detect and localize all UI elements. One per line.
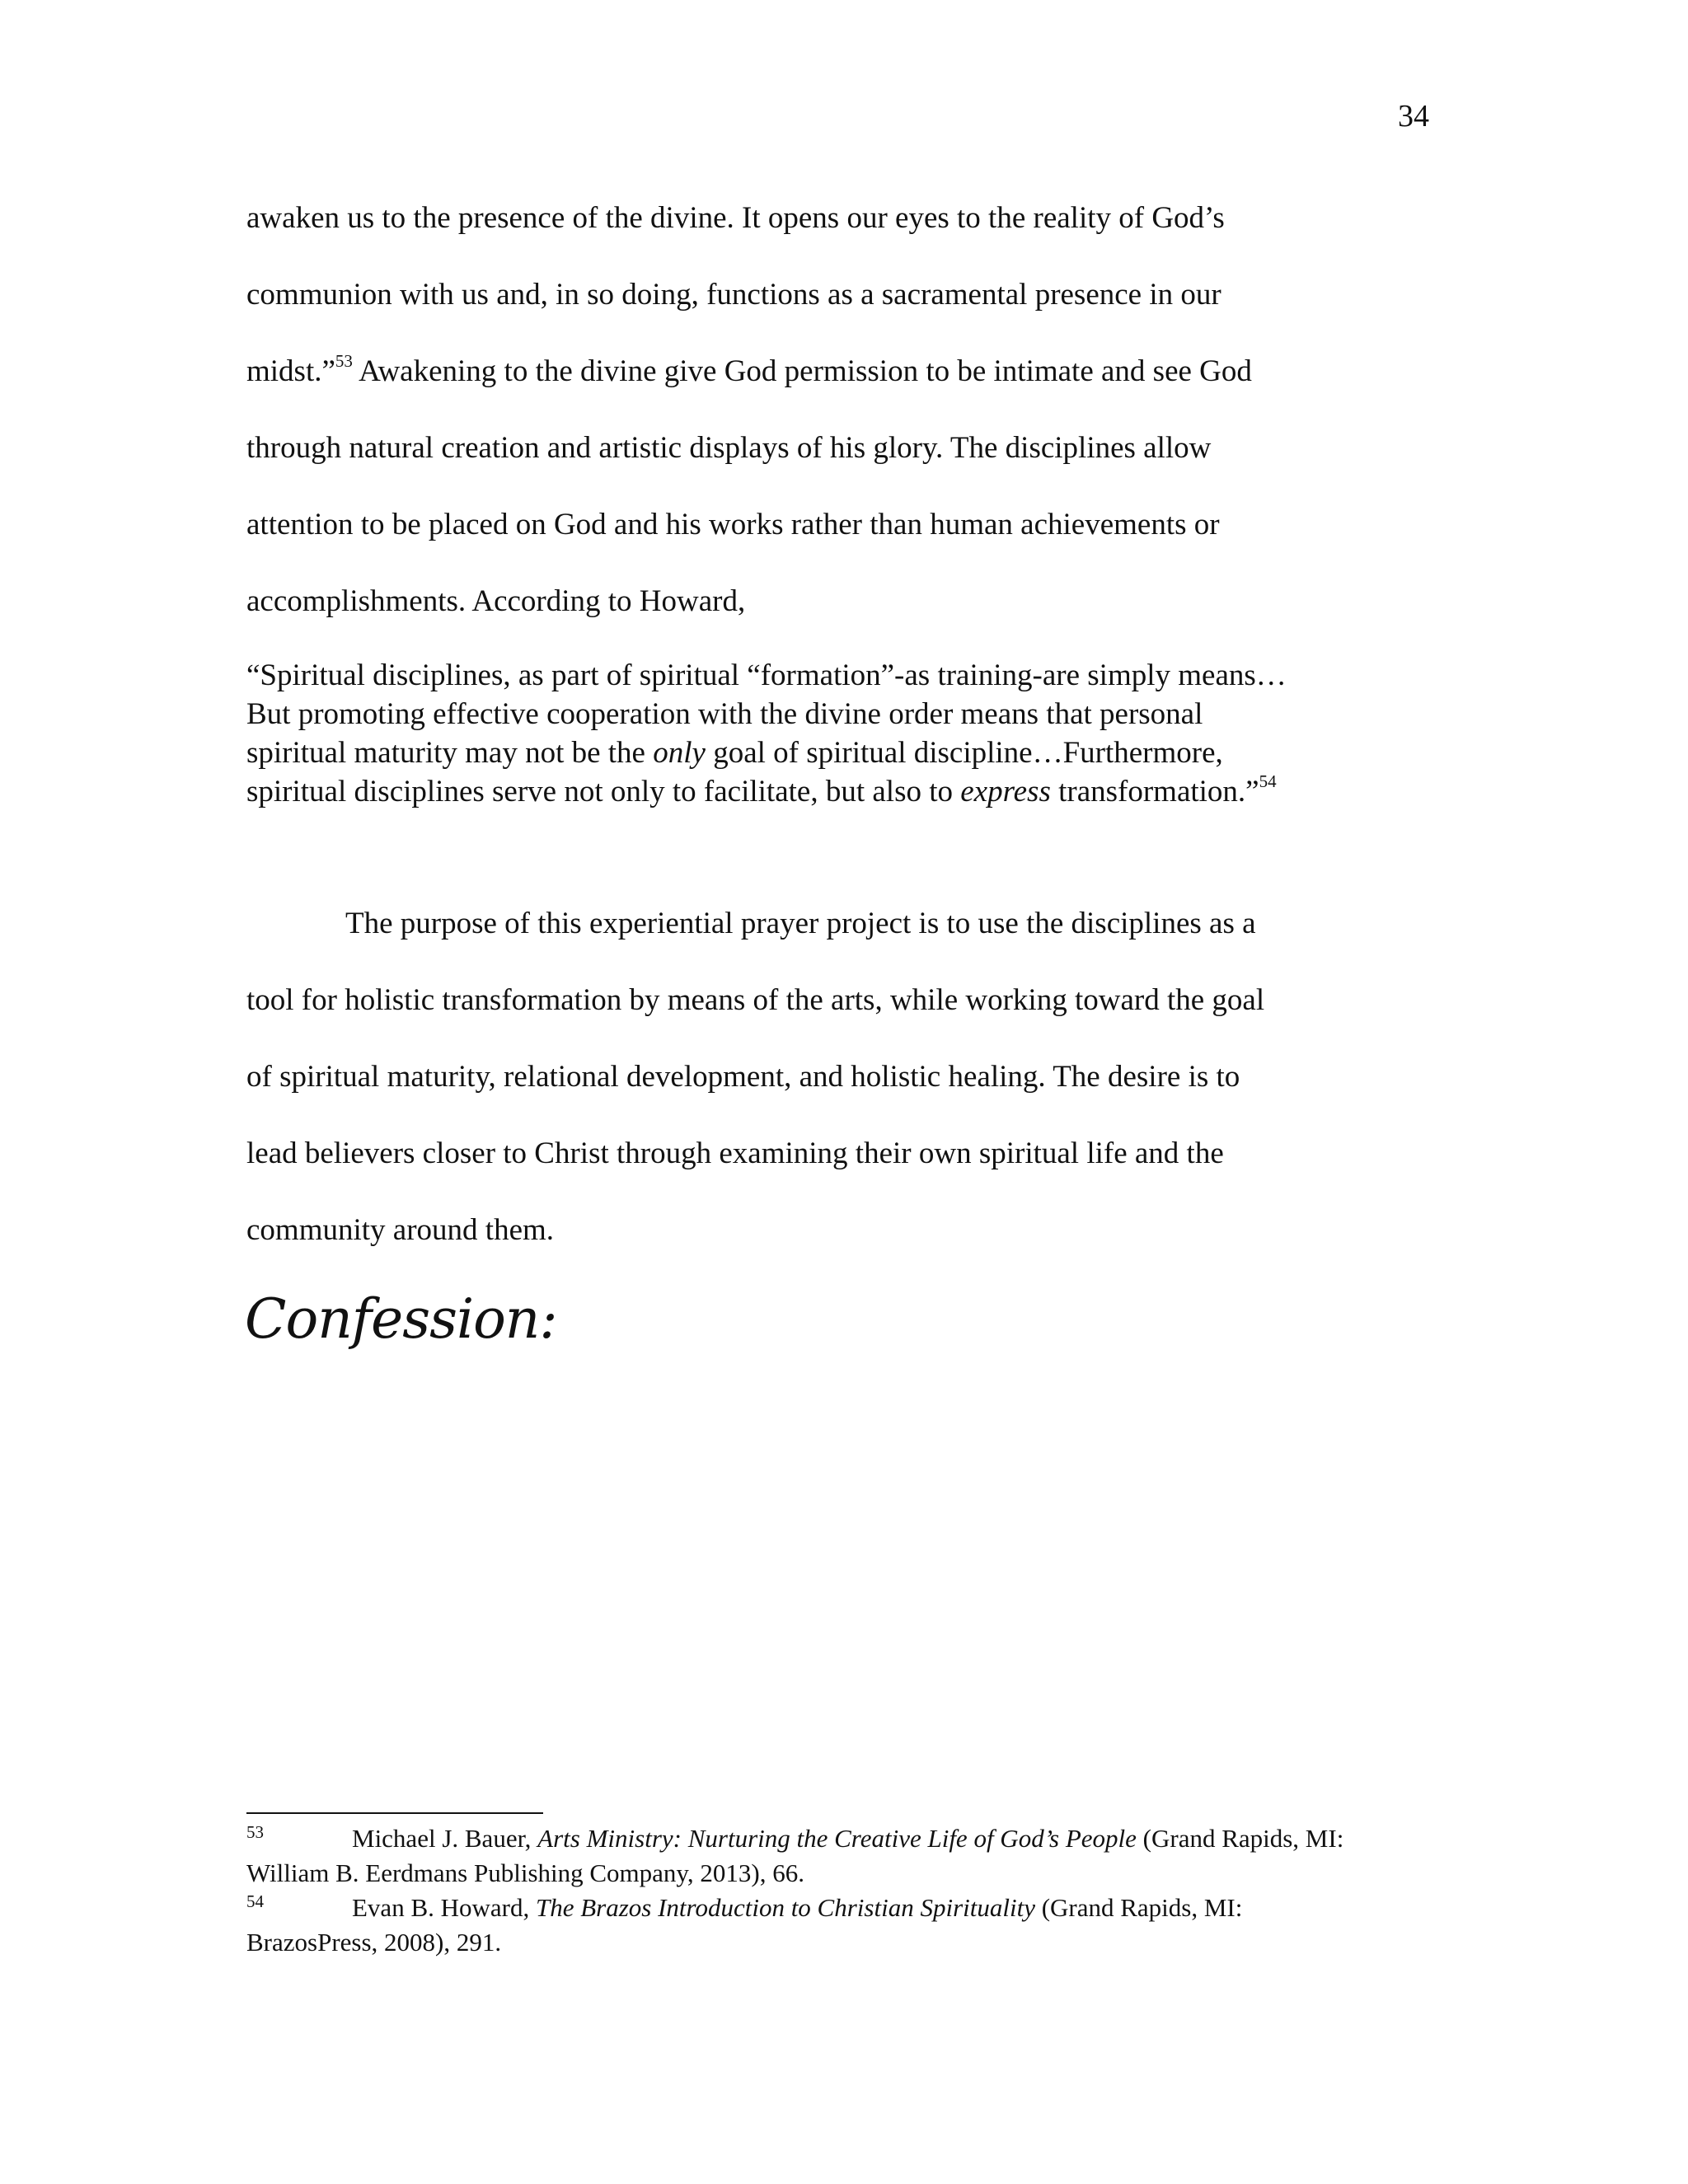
- text-segment: goal of spiritual discipline…Furthermore,: [705, 736, 1223, 770]
- text-line: through natural creation and artistic displays of his glory. The disciplines allow: [246, 431, 1212, 465]
- text-segment: Awakening to the divine give God permission to be intimate and see God: [352, 354, 1252, 388]
- emphasis: only: [653, 736, 706, 770]
- footnote-author: Michael J. Bauer,: [352, 1824, 538, 1853]
- text-line: The purpose of this experiential prayer project is to use the disciplines as a: [345, 907, 1256, 940]
- footnote-number: 53: [246, 1822, 264, 1842]
- footnote-ref-54[interactable]: 54: [1259, 771, 1277, 791]
- footnote-53: [246, 1821, 1450, 1891]
- footnote-line: [246, 1821, 1450, 1856]
- text-segment: midst.”: [246, 354, 335, 388]
- text-line: awaken us to the presence of the divine. It opens our eyes to the reality of God’s: [246, 201, 1225, 235]
- footnote-line: William B. Eerdmans Publishing Company, 2013), 66.: [246, 1858, 804, 1887]
- section-heading: Confession:: [245, 1287, 557, 1351]
- text-line: of spiritual maturity, relational development, and holistic healing. The desire is to: [246, 1060, 1240, 1094]
- footnote-line: [246, 1891, 1450, 1925]
- body-paragraph-2: [246, 885, 1442, 1268]
- footnote-line: BrazosPress, 2008), 291.: [246, 1928, 502, 1957]
- text-line: lead believers closer to Christ through examining their own spiritual life and the: [246, 1137, 1224, 1170]
- text-line: accomplishments. According to Howard,: [246, 584, 746, 618]
- quote-line: [246, 733, 1442, 772]
- footnote-ref-53[interactable]: 53: [335, 350, 353, 371]
- block-quotation: [246, 656, 1442, 811]
- footnote-title: Arts Ministry: Nurturing the Creative Life of God’s People: [537, 1824, 1137, 1853]
- footnote-publisher: (Grand Rapids, MI:: [1136, 1824, 1344, 1853]
- footnote-separator: [246, 1812, 543, 1814]
- body-paragraph-1: [246, 180, 1442, 640]
- text-line: communion with us and, in so doing, functions as a sacramental presence in our: [246, 278, 1221, 312]
- text-line: community around them.: [246, 1213, 555, 1247]
- text-line: attention to be placed on God and his works rather than human achievements or: [246, 508, 1220, 541]
- quote-line: [246, 772, 1442, 811]
- footnotes: [246, 1821, 1450, 1960]
- footnote-title: The Brazos Introduction to Christian Spirituality: [535, 1893, 1035, 1922]
- footnote-author: Evan B. Howard,: [352, 1893, 536, 1922]
- emphasis: express: [960, 775, 1051, 808]
- text-line: [246, 333, 1442, 410]
- text-segment: spiritual maturity may not be the: [246, 736, 654, 770]
- quote-line: But promoting effective cooperation with the divine order means that personal: [246, 697, 1203, 731]
- text-segment: spiritual disciplines serve not only to facilitate, but also to: [246, 775, 961, 808]
- page-number: 34: [1398, 99, 1429, 134]
- text-line: tool for holistic transformation by means of the arts, while working toward the goal: [246, 983, 1265, 1017]
- footnote-number: 54: [246, 1891, 264, 1911]
- footnote-54: [246, 1891, 1450, 1960]
- text-segment: transformation.”: [1050, 775, 1259, 808]
- quote-line: “Spiritual disciplines, as part of spiritual “formation”-as training-are simply means…: [246, 658, 1287, 692]
- footnote-publisher: (Grand Rapids, MI:: [1034, 1893, 1243, 1922]
